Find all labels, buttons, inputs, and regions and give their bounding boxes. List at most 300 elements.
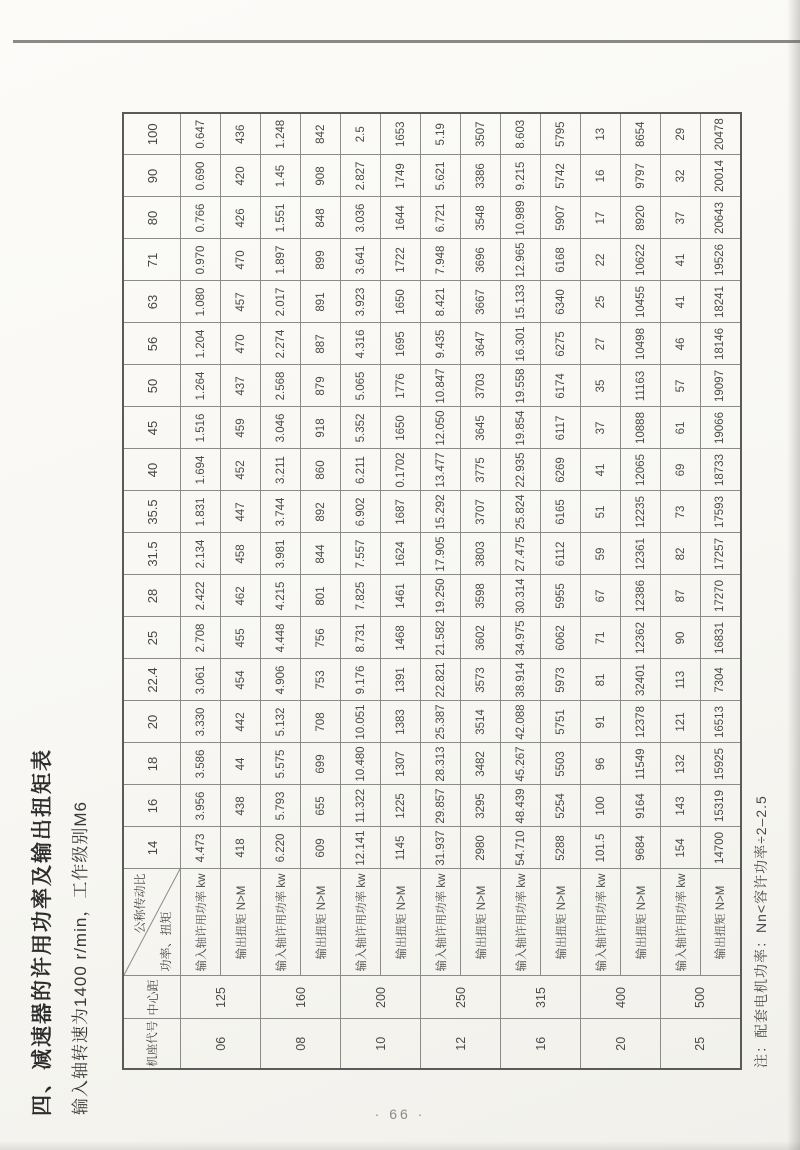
power-value-cell: 12.141 — [341, 827, 381, 869]
header-ratio: 56 — [123, 323, 181, 365]
power-value-cell: 113 — [661, 659, 701, 701]
power-value-cell: 28.313 — [421, 743, 461, 785]
torque-value-cell: 860 — [301, 449, 341, 491]
torque-value-cell: 6269 — [541, 449, 581, 491]
torque-value-cell: 452 — [221, 449, 261, 491]
torque-value-cell: 6165 — [541, 491, 581, 533]
torque-value-cell: 19097 — [701, 365, 741, 407]
row-label-input-power: 输入轴许用功率 kw — [421, 869, 461, 976]
torque-value-cell: 3548 — [461, 197, 501, 239]
power-value-cell: 6.721 — [421, 197, 461, 239]
power-value-cell: 6.902 — [341, 491, 381, 533]
power-value-cell: 5.19 — [421, 113, 461, 155]
torque-value-cell: 1461 — [381, 575, 421, 617]
torque-value-cell: 19526 — [701, 239, 741, 281]
row-label-output-torque: 输出扭矩 N>M — [621, 869, 661, 976]
power-value-cell: 2.827 — [341, 155, 381, 197]
power-value-cell: 13 — [581, 113, 621, 155]
torque-value-cell: 1468 — [381, 617, 421, 659]
header-ratio: 63 — [123, 281, 181, 323]
power-value-cell: 67 — [581, 575, 621, 617]
center-distance: 400 — [581, 976, 661, 1019]
row-label-input-power: 输入轴许用功率 kw — [581, 869, 621, 976]
torque-value-cell: 1650 — [381, 281, 421, 323]
power-value-cell: 0.647 — [181, 113, 221, 155]
power-value-cell: 2.017 — [261, 281, 301, 323]
power-value-cell: 1.248 — [261, 113, 301, 155]
power-value-cell: 81 — [581, 659, 621, 701]
power-value-cell: 15.292 — [421, 491, 461, 533]
torque-value-cell: 16831 — [701, 617, 741, 659]
power-value-cell: 0.690 — [181, 155, 221, 197]
power-value-cell: 42.088 — [501, 701, 541, 743]
power-value-cell: 1.080 — [181, 281, 221, 323]
power-value-cell: 31.937 — [421, 827, 461, 869]
torque-value-cell: 1383 — [381, 701, 421, 743]
power-value-cell: 41 — [661, 239, 701, 281]
power-value-cell: 1.831 — [181, 491, 221, 533]
torque-value-cell: 18241 — [701, 281, 741, 323]
row-label-input-power: 输入轴许用功率 kw — [261, 869, 301, 976]
power-value-cell: 2.422 — [181, 575, 221, 617]
torque-value-cell: 5254 — [541, 785, 581, 827]
power-value-cell: 17 — [581, 197, 621, 239]
power-value-cell: 6.220 — [261, 827, 301, 869]
header-ratio: 100 — [123, 113, 181, 155]
frame-code: 06 — [181, 1019, 261, 1069]
torque-value-cell: 10622 — [621, 239, 661, 281]
torque-value-cell: 11163 — [621, 365, 661, 407]
torque-value-cell: 8920 — [621, 197, 661, 239]
power-value-cell: 29 — [661, 113, 701, 155]
power-value-cell: 5.132 — [261, 701, 301, 743]
torque-value-cell: 3482 — [461, 743, 501, 785]
torque-value-cell: 20478 — [701, 113, 741, 155]
torque-value-cell: 16513 — [701, 701, 741, 743]
power-value-cell: 51 — [581, 491, 621, 533]
power-value-cell: 132 — [661, 743, 701, 785]
torque-value-cell: 708 — [301, 701, 341, 743]
power-value-cell: 25.824 — [501, 491, 541, 533]
torque-value-cell: 418 — [221, 827, 261, 869]
power-value-cell: 13.477 — [421, 449, 461, 491]
power-value-cell: 82 — [661, 533, 701, 575]
torque-value-cell: 6174 — [541, 365, 581, 407]
torque-value-cell: 6117 — [541, 407, 581, 449]
power-value-cell: 41 — [661, 281, 701, 323]
torque-value-cell: 10888 — [621, 407, 661, 449]
torque-value-cell: 1687 — [381, 491, 421, 533]
torque-value-cell: 5742 — [541, 155, 581, 197]
power-value-cell: 8.731 — [341, 617, 381, 659]
torque-value-cell: 891 — [301, 281, 341, 323]
torque-value-cell: 1695 — [381, 323, 421, 365]
torque-value-cell: 1776 — [381, 365, 421, 407]
power-value-cell: 2.134 — [181, 533, 221, 575]
power-value-cell: 38.914 — [501, 659, 541, 701]
torque-value-cell: 3647 — [461, 323, 501, 365]
torque-value-cell: 458 — [221, 533, 261, 575]
table-row — [421, 113, 461, 1069]
power-value-cell: 45.267 — [501, 743, 541, 785]
torque-value-cell: 842 — [301, 113, 341, 155]
power-value-cell: 10.480 — [341, 743, 381, 785]
torque-value-cell: 3507 — [461, 113, 501, 155]
power-value-cell: 9.435 — [421, 323, 461, 365]
row-label-input-power: 输入轴许用功率 kw — [341, 869, 381, 976]
power-value-cell: 4.448 — [261, 617, 301, 659]
power-value-cell: 2.708 — [181, 617, 221, 659]
frame-code: 12 — [421, 1019, 501, 1069]
torque-value-cell: 1749 — [381, 155, 421, 197]
torque-value-cell: 908 — [301, 155, 341, 197]
header-ratio: 28 — [123, 575, 181, 617]
header-ratio: 80 — [123, 197, 181, 239]
torque-value-cell: 5973 — [541, 659, 581, 701]
torque-value-cell: 887 — [301, 323, 341, 365]
power-value-cell: 10.847 — [421, 365, 461, 407]
torque-value-cell: 6062 — [541, 617, 581, 659]
power-value-cell: 25 — [581, 281, 621, 323]
power-value-cell: 10.051 — [341, 701, 381, 743]
row-label-input-power: 输入轴许用功率 kw — [181, 869, 221, 976]
power-value-cell: 3.981 — [261, 533, 301, 575]
row-label-output-torque: 输出扭矩 N>M — [381, 869, 421, 976]
power-value-cell: 8.421 — [421, 281, 461, 323]
power-value-cell: 57 — [661, 365, 701, 407]
torque-value-cell: 6340 — [541, 281, 581, 323]
power-value-cell: 7.557 — [341, 533, 381, 575]
power-value-cell: 8.603 — [501, 113, 541, 155]
power-value-cell: 4.473 — [181, 827, 221, 869]
torque-value-cell: 892 — [301, 491, 341, 533]
row-label-output-torque: 输出扭矩 N>M — [461, 869, 501, 976]
table-row — [181, 113, 221, 1069]
table-row — [621, 113, 661, 1069]
torque-value-cell: 459 — [221, 407, 261, 449]
power-value-cell: 9.215 — [501, 155, 541, 197]
power-value-cell: 19.558 — [501, 365, 541, 407]
torque-value-cell: 20643 — [701, 197, 741, 239]
power-value-cell: 12.965 — [501, 239, 541, 281]
power-value-cell: 2.5 — [341, 113, 381, 155]
torque-value-cell: 5751 — [541, 701, 581, 743]
torque-value-cell: 5288 — [541, 827, 581, 869]
header-ratio: 22.4 — [123, 659, 181, 701]
header-ratio: 90 — [123, 155, 181, 197]
torque-value-cell: 3696 — [461, 239, 501, 281]
power-value-cell: 3.061 — [181, 659, 221, 701]
center-distance: 160 — [261, 976, 341, 1019]
header-ratio: 71 — [123, 239, 181, 281]
torque-value-cell: 609 — [301, 827, 341, 869]
torque-value-cell: 5795 — [541, 113, 581, 155]
header-ratio: 31.5 — [123, 533, 181, 575]
table-row — [501, 113, 541, 1069]
torque-value-cell: 442 — [221, 701, 261, 743]
power-value-cell: 59 — [581, 533, 621, 575]
table-row — [701, 113, 741, 1069]
power-value-cell: 3.330 — [181, 701, 221, 743]
power-value-cell: 16 — [581, 155, 621, 197]
torque-value-cell: 3602 — [461, 617, 501, 659]
table-row — [301, 113, 341, 1069]
power-value-cell: 61 — [661, 407, 701, 449]
torque-value-cell: 1225 — [381, 785, 421, 827]
power-value-cell: 0.970 — [181, 239, 221, 281]
power-value-cell: 37 — [661, 197, 701, 239]
page-subtitle: 输入轴转速为1400 r/min，工作级别M6 — [71, 801, 90, 1115]
table-row — [261, 113, 301, 1069]
power-value-cell: 96 — [581, 743, 621, 785]
power-torque-table — [122, 112, 742, 1070]
table-row — [461, 113, 501, 1069]
torque-value-cell: 9797 — [621, 155, 661, 197]
torque-value-cell: 1391 — [381, 659, 421, 701]
power-value-cell: 10.989 — [501, 197, 541, 239]
scan-edge-shadow-bottom — [0, 1141, 800, 1150]
header-frame-code: 机座代号 — [123, 1019, 181, 1069]
torque-value-cell: 879 — [301, 365, 341, 407]
torque-value-cell: 10455 — [621, 281, 661, 323]
power-value-cell: 19.854 — [501, 407, 541, 449]
torque-value-cell: 18733 — [701, 449, 741, 491]
torque-value-cell: 420 — [221, 155, 261, 197]
header-ratio: 45 — [123, 407, 181, 449]
torque-value-cell: 12362 — [621, 617, 661, 659]
torque-value-cell: 470 — [221, 323, 261, 365]
torque-value-cell: 1145 — [381, 827, 421, 869]
power-value-cell: 27.475 — [501, 533, 541, 575]
power-value-cell: 4.906 — [261, 659, 301, 701]
torque-value-cell: 3573 — [461, 659, 501, 701]
torque-value-cell: 17257 — [701, 533, 741, 575]
power-value-cell: 7.825 — [341, 575, 381, 617]
power-value-cell: 1.204 — [181, 323, 221, 365]
torque-value-cell: 1307 — [381, 743, 421, 785]
power-value-cell: 15.133 — [501, 281, 541, 323]
torque-value-cell: 9684 — [621, 827, 661, 869]
table-row — [381, 113, 421, 1069]
power-value-cell: 5.621 — [421, 155, 461, 197]
center-distance: 315 — [501, 976, 581, 1019]
power-value-cell: 17.905 — [421, 533, 461, 575]
torque-value-cell: 8654 — [621, 113, 661, 155]
torque-value-cell: 462 — [221, 575, 261, 617]
torque-value-cell: 3775 — [461, 449, 501, 491]
power-value-cell: 143 — [661, 785, 701, 827]
torque-value-cell: 5503 — [541, 743, 581, 785]
power-value-cell: 2.568 — [261, 365, 301, 407]
power-value-cell: 73 — [661, 491, 701, 533]
center-distance: 125 — [181, 976, 261, 1019]
power-value-cell: 121 — [661, 701, 701, 743]
corner-label-power-torque: 功率、扭矩 — [159, 911, 173, 972]
power-value-cell: 21.582 — [421, 617, 461, 659]
power-value-cell: 37 — [581, 407, 621, 449]
power-value-cell: 100 — [581, 785, 621, 827]
torque-value-cell: 10498 — [621, 323, 661, 365]
torque-value-cell: 437 — [221, 365, 261, 407]
header-ratio: 20 — [123, 701, 181, 743]
scan-edge-shadow-right — [787, 0, 800, 1150]
corner-label-ratio: 公称传动比 — [133, 873, 147, 934]
power-value-cell: 30.314 — [501, 575, 541, 617]
torque-value-cell: 5907 — [541, 197, 581, 239]
torque-value-cell: 6275 — [541, 323, 581, 365]
torque-value-cell: 6112 — [541, 533, 581, 575]
header-center-distance: 中心距 — [123, 976, 181, 1019]
power-value-cell: 0.766 — [181, 197, 221, 239]
power-value-cell: 5.352 — [341, 407, 381, 449]
power-value-cell: 87 — [661, 575, 701, 617]
frame-code: 16 — [501, 1019, 581, 1069]
torque-value-cell: 1644 — [381, 197, 421, 239]
torque-value-cell: 3598 — [461, 575, 501, 617]
torque-value-cell: 753 — [301, 659, 341, 701]
power-value-cell: 3.036 — [341, 197, 381, 239]
torque-value-cell: 918 — [301, 407, 341, 449]
power-value-cell: 5.065 — [341, 365, 381, 407]
torque-value-cell: 12065 — [621, 449, 661, 491]
header-ratio: 14 — [123, 827, 181, 869]
power-value-cell: 3.744 — [261, 491, 301, 533]
header-ratio: 40 — [123, 449, 181, 491]
torque-value-cell: 17593 — [701, 491, 741, 533]
power-value-cell: 3.046 — [261, 407, 301, 449]
power-value-cell: 5.793 — [261, 785, 301, 827]
power-value-cell: 1.45 — [261, 155, 301, 197]
torque-value-cell: 699 — [301, 743, 341, 785]
power-value-cell: 41 — [581, 449, 621, 491]
table-row — [581, 113, 621, 1069]
torque-value-cell: 1653 — [381, 113, 421, 155]
torque-value-cell: 3667 — [461, 281, 501, 323]
page-number: · 66 · — [374, 1106, 426, 1122]
power-value-cell: 6.211 — [341, 449, 381, 491]
torque-value-cell: 3707 — [461, 491, 501, 533]
power-value-cell: 1.694 — [181, 449, 221, 491]
page-title: 四、减速器的许用功率及输出扭矩表 — [31, 748, 54, 1116]
torque-value-cell: 899 — [301, 239, 341, 281]
center-distance: 500 — [661, 976, 741, 1019]
power-value-cell: 2.274 — [261, 323, 301, 365]
torque-value-cell: 756 — [301, 617, 341, 659]
torque-value-cell: 32401 — [621, 659, 661, 701]
torque-value-cell: 19066 — [701, 407, 741, 449]
power-value-cell: 1.551 — [261, 197, 301, 239]
power-value-cell: 32 — [661, 155, 701, 197]
power-value-cell: 1.516 — [181, 407, 221, 449]
header-ratio: 25 — [123, 617, 181, 659]
torque-value-cell: 0.1702 — [381, 449, 421, 491]
frame-code: 08 — [261, 1019, 341, 1069]
power-value-cell: 71 — [581, 617, 621, 659]
torque-value-cell: 457 — [221, 281, 261, 323]
header-row — [123, 113, 181, 1069]
power-value-cell: 3.956 — [181, 785, 221, 827]
torque-value-cell: 2980 — [461, 827, 501, 869]
power-value-cell: 34.975 — [501, 617, 541, 659]
power-value-cell: 9.176 — [341, 659, 381, 701]
power-value-cell: 101.5 — [581, 827, 621, 869]
torque-value-cell: 7304 — [701, 659, 741, 701]
frame-code: 10 — [341, 1019, 421, 1069]
torque-value-cell: 655 — [301, 785, 341, 827]
torque-value-cell: 455 — [221, 617, 261, 659]
torque-value-cell: 470 — [221, 239, 261, 281]
torque-value-cell: 438 — [221, 785, 261, 827]
torque-value-cell: 3803 — [461, 533, 501, 575]
power-value-cell: 1.264 — [181, 365, 221, 407]
torque-value-cell: 12378 — [621, 701, 661, 743]
frame-code: 25 — [661, 1019, 741, 1069]
power-value-cell: 48.439 — [501, 785, 541, 827]
power-value-cell: 12.050 — [421, 407, 461, 449]
table-row — [661, 113, 701, 1069]
power-value-cell: 91 — [581, 701, 621, 743]
power-value-cell: 25.387 — [421, 701, 461, 743]
power-value-cell: 5.575 — [261, 743, 301, 785]
torque-value-cell: 3514 — [461, 701, 501, 743]
torque-value-cell: 3703 — [461, 365, 501, 407]
power-value-cell: 46 — [661, 323, 701, 365]
power-value-cell: 35 — [581, 365, 621, 407]
power-value-cell: 7.948 — [421, 239, 461, 281]
torque-value-cell: 1624 — [381, 533, 421, 575]
row-label-input-power: 输入轴许用功率 kw — [661, 869, 701, 976]
row-label-output-torque: 输出扭矩 N>M — [701, 869, 741, 976]
frame-code: 20 — [581, 1019, 661, 1069]
row-label-output-torque: 输出扭矩 N>M — [541, 869, 581, 976]
torque-value-cell: 18146 — [701, 323, 741, 365]
torque-value-cell: 1722 — [381, 239, 421, 281]
power-value-cell: 4.316 — [341, 323, 381, 365]
torque-value-cell: 12386 — [621, 575, 661, 617]
power-value-cell: 29.857 — [421, 785, 461, 827]
power-value-cell: 22 — [581, 239, 621, 281]
torque-value-cell: 801 — [301, 575, 341, 617]
torque-value-cell: 447 — [221, 491, 261, 533]
power-value-cell: 90 — [661, 617, 701, 659]
torque-value-cell: 844 — [301, 533, 341, 575]
torque-value-cell: 9164 — [621, 785, 661, 827]
power-value-cell: 16.301 — [501, 323, 541, 365]
power-value-cell: 11.322 — [341, 785, 381, 827]
row-label-output-torque: 输出扭矩 N>M — [301, 869, 341, 976]
torque-value-cell: 3295 — [461, 785, 501, 827]
torque-value-cell: 12235 — [621, 491, 661, 533]
center-distance: 250 — [421, 976, 501, 1019]
torque-value-cell: 3645 — [461, 407, 501, 449]
header-ratio: 35.5 — [123, 491, 181, 533]
header-corner-cell — [123, 869, 181, 976]
power-value-cell: 22.935 — [501, 449, 541, 491]
power-value-cell: 3.211 — [261, 449, 301, 491]
torque-value-cell: 44 — [221, 743, 261, 785]
power-value-cell: 4.215 — [261, 575, 301, 617]
header-ratio: 50 — [123, 365, 181, 407]
torque-value-cell: 15925 — [701, 743, 741, 785]
power-value-cell: 19.250 — [421, 575, 461, 617]
row-label-output-torque: 输出扭矩 N>M — [221, 869, 261, 976]
center-distance: 200 — [341, 976, 421, 1019]
table-row — [341, 113, 381, 1069]
header-ratio: 16 — [123, 785, 181, 827]
torque-value-cell: 14700 — [701, 827, 741, 869]
torque-value-cell: 11549 — [621, 743, 661, 785]
footnote: 注：配套电机功率：Nn<容许功率÷2–2.5 — [753, 795, 769, 1068]
